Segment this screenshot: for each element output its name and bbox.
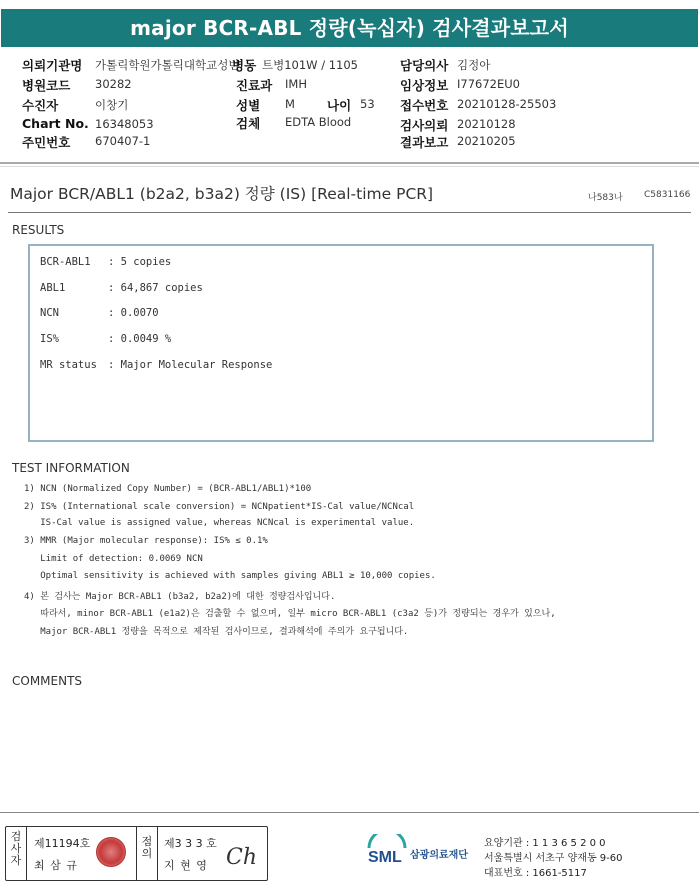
result-row — [40, 333, 171, 345]
reported-value: 20210205 — [457, 134, 516, 148]
result-key: IS% — [40, 333, 59, 345]
dept-label: 진료과 — [236, 78, 273, 93]
patient-value: 이창기 — [95, 98, 129, 112]
inspector-license: 제11194호 — [34, 837, 91, 850]
specimen-label: 검체 — [236, 116, 261, 131]
org-name: 삼광의료재단 — [410, 850, 468, 861]
test-title: Major BCR/ABL1 (b2a2, b3a2) 정량 (IS) [Real-time PCR] — [10, 185, 434, 203]
result-key: MR status — [40, 359, 97, 371]
reported-label: 결과보고 — [400, 135, 449, 150]
test-info-line: Optimal sensitivity is achieved with samples giving ABL1 ≥ 10,000 copies. — [24, 571, 436, 581]
test-info-line: 4) 본 검사는 Major BCR-ABL1 (b3a2, b2a2)에 대한 정량검사입니다. — [24, 592, 336, 602]
divider — [136, 827, 137, 880]
report-title: major BCR-ABL 정량(녹십자) 검사결과보고서 — [1, 9, 698, 47]
reviewer-license: 제3 3 3 호 — [164, 837, 217, 850]
specimen-value: EDTA Blood — [285, 115, 352, 129]
test-info-line: Major BCR-ABL1 정량을 목적으로 제작된 검사이므로, 결과해석에 주의가 요구됩니다. — [24, 627, 409, 637]
signature: Ch — [226, 845, 258, 870]
results-heading: RESULTS — [12, 223, 65, 237]
reviewer-name: 지 현 영 — [164, 859, 208, 872]
divider — [0, 162, 699, 164]
clinical-value: I77672EU0 — [457, 77, 520, 91]
sex-label: 성별 — [236, 98, 261, 113]
inspector-name: 최 삼 규 — [34, 859, 78, 872]
test-info-line: 따라서, minor BCR-ABL1 (e1a2)은 검출할 수 없으며, 일부 micro BCR-ABL1 (c3a2 등)가 정량되는 경우가 있으나, — [24, 609, 556, 619]
results-box — [28, 244, 654, 442]
chart-label: Chart No. — [22, 116, 89, 131]
address: 서울특별시 서초구 양재동 9-60 — [484, 853, 623, 864]
ward-value: 트병101W / 1105 — [262, 58, 358, 72]
reviewer-label: 점의 — [141, 835, 153, 860]
institution-label: 의뢰기관명 — [22, 58, 83, 73]
ward-label: 병동 — [232, 58, 257, 73]
sml-logo-icon — [365, 834, 409, 868]
agency-code: 요양기관 : 1 1 3 6 5 2 0 0 — [484, 838, 606, 849]
footer-divider — [0, 812, 699, 813]
result-key: ABL1 — [40, 282, 66, 294]
divider — [0, 166, 699, 167]
test-info-heading: TEST INFORMATION — [12, 461, 130, 475]
result-value: : 0.0049 % — [108, 333, 172, 345]
result-row — [40, 359, 272, 371]
receipt-value: 20210128-25503 — [457, 97, 557, 111]
result-value: : 0.0070 — [108, 307, 159, 319]
doctor-label: 담당의사 — [400, 58, 449, 73]
result-row — [40, 256, 171, 268]
chart-value: 16348053 — [95, 117, 154, 131]
patient-label: 수진자 — [22, 98, 59, 113]
requested-label: 검사의뢰 — [400, 118, 449, 133]
inspector-label: 검사자 — [10, 830, 22, 867]
result-value: : Major Molecular Response — [108, 359, 273, 371]
rrn-label: 주민번호 — [22, 135, 71, 150]
test-info-line: 3) MMR (Major molecular response): IS% ≤ 0.1% — [24, 536, 268, 546]
doctor-value: 김정아 — [457, 58, 491, 72]
rrn-value: 670407-1 — [95, 134, 151, 148]
sml-logo — [365, 834, 409, 872]
receipt-label: 접수번호 — [400, 98, 449, 113]
test-code: 나583나 — [588, 193, 623, 203]
test-info-line: IS-Cal value is assigned value, whereas NCNcal is experimental value. — [24, 518, 415, 528]
hospcode-value: 30282 — [95, 77, 132, 91]
test-info-line: 2) IS% (International scale conversion) = NCNpatient*IS-Cal value/NCNcal — [24, 502, 415, 512]
signature-box — [5, 826, 268, 881]
divider — [8, 212, 691, 213]
phone: 대표번호 : 1661-5117 — [484, 868, 587, 879]
sml-logo-text: SML — [368, 849, 402, 866]
test-info-line: Limit of detection: 0.0069 NCN — [24, 554, 203, 564]
result-row — [40, 282, 203, 294]
result-key: NCN — [40, 307, 59, 319]
result-row — [40, 307, 159, 319]
result-value: : 5 copies — [108, 256, 172, 268]
institution-value: 가톨릭학원가톨릭대학교성빈 — [95, 58, 240, 72]
divider — [157, 827, 158, 880]
divider — [26, 827, 27, 880]
seal-icon — [96, 837, 126, 867]
dept-value: IMH — [285, 77, 307, 91]
test-code: C5831166 — [644, 190, 691, 200]
clinical-label: 임상정보 — [400, 78, 449, 93]
test-info-line: 1) NCN (Normalized Copy Number) = (BCR-ABL1/ABL1)*100 — [24, 484, 312, 494]
hospcode-label: 병원코드 — [22, 78, 71, 93]
comments-heading: COMMENTS — [12, 674, 83, 688]
age-label: 나이 — [327, 98, 352, 113]
sex-value: M — [285, 97, 295, 111]
result-key: BCR-ABL1 — [40, 256, 91, 268]
result-value: : 64,867 copies — [108, 282, 203, 294]
requested-value: 20210128 — [457, 117, 516, 131]
age-value: 53 — [360, 97, 375, 111]
